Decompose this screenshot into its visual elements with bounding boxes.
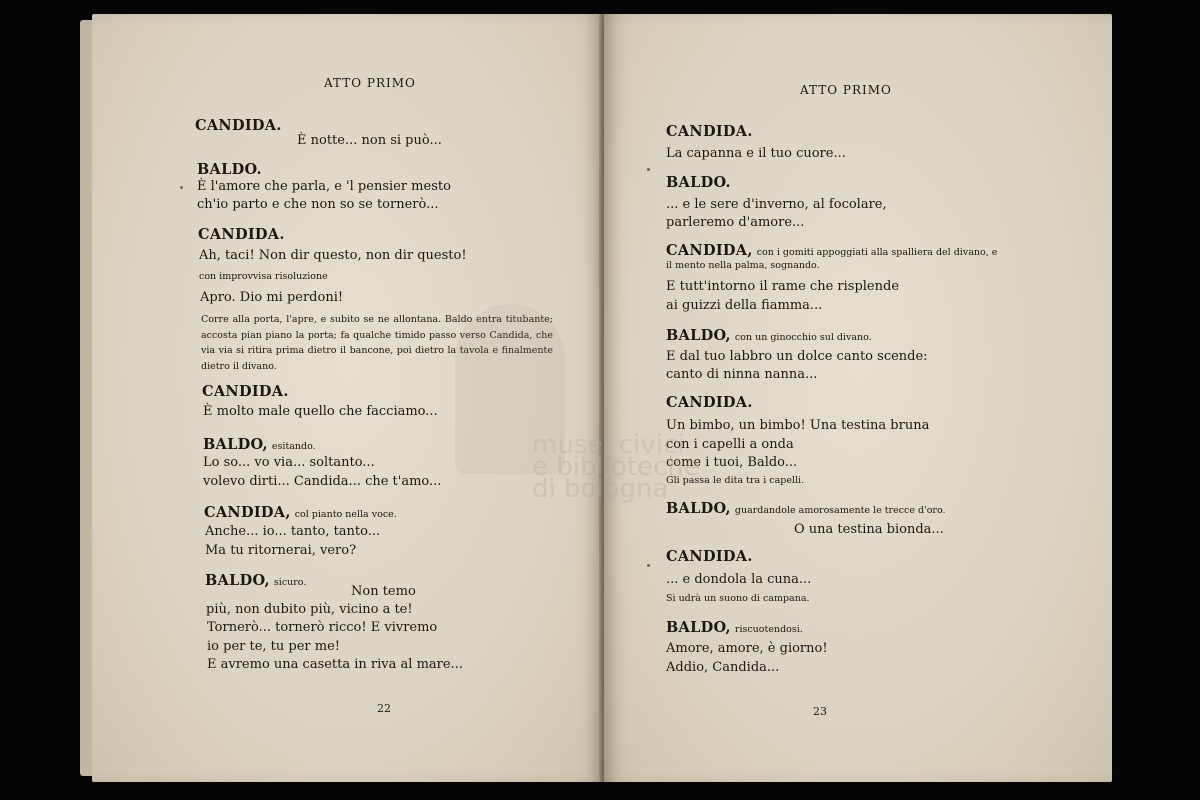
dialogue-line: Ma tu ritornerai, vero? bbox=[205, 543, 357, 558]
speaker-name: BALDO. bbox=[197, 161, 262, 178]
speaker-line bbox=[203, 434, 316, 453]
speaker-line bbox=[204, 502, 397, 521]
dialogue-line: E dal tuo labbro un dolce canto scende: bbox=[666, 349, 928, 364]
dialogue-line: Apro. Dio mi perdoni! bbox=[200, 290, 344, 305]
speaker-name: BALDO, bbox=[205, 572, 270, 589]
dialogue-line: È l'amore che parla, e 'l pensier mesto bbox=[197, 179, 451, 194]
page-number: 22 bbox=[377, 702, 391, 715]
open-book bbox=[80, 14, 1112, 782]
stage-direction-block: Corre alla porta, l'apre, e subito se ne allontana. Baldo entra titubante; accosta pian piano la porta; fa qualche timido passo verso Candida, che via via si ritira prima dietro il bancone, poi dietro la tavola e finalmente dietro il divano. bbox=[201, 314, 553, 372]
dialogue-line: volevo dirti... Candida... che t'amo... bbox=[203, 474, 442, 489]
dialogue-line: È notte... non si può... bbox=[297, 133, 442, 148]
speaker-name: CANDIDA, bbox=[666, 242, 753, 259]
stage-direction: riscuotendosi. bbox=[734, 624, 803, 635]
stage-direction: esitando. bbox=[271, 441, 316, 452]
speaker-name: BALDO, bbox=[666, 500, 731, 517]
dialogue-line: Anche... io... tanto, tanto... bbox=[205, 524, 381, 539]
dialogue-line: ... e le sere d'inverno, al focolare, bbox=[666, 197, 887, 212]
right-page bbox=[604, 14, 1112, 782]
speaker-line bbox=[666, 498, 946, 517]
speaker-line bbox=[666, 325, 872, 344]
speaker-name: BALDO, bbox=[203, 436, 268, 453]
watermark-logo bbox=[455, 304, 565, 474]
paper-speck bbox=[180, 186, 183, 189]
speaker-line bbox=[666, 617, 803, 636]
watermark-line: e biblioteche bbox=[532, 452, 700, 482]
dialogue-line: canto di ninna nanna... bbox=[666, 367, 818, 382]
speaker-name: CANDIDA. bbox=[198, 226, 285, 243]
dialogue-line: Un bimbo, un bimbo! Una testina bruna bbox=[666, 418, 930, 433]
dialogue-line: come i tuoi, Baldo... bbox=[666, 455, 798, 470]
speaker-name: CANDIDA. bbox=[195, 117, 282, 134]
dialogue-line: O una testina bionda... bbox=[794, 522, 944, 537]
dialogue-line: Tornerò... tornerò ricco! E vivremo bbox=[207, 620, 438, 635]
stage-direction: con improvvisa risoluzione bbox=[199, 271, 328, 282]
dialogue-line: con i capelli a onda bbox=[666, 437, 794, 452]
speaker-name: CANDIDA. bbox=[202, 383, 289, 400]
stage-direction: con un ginocchio sul divano. bbox=[734, 332, 872, 343]
speaker-name: CANDIDA. bbox=[666, 394, 753, 411]
stage-direction: guardandole amorosamente le trecce d'oro. bbox=[734, 505, 946, 516]
speaker-name: CANDIDA, bbox=[204, 504, 291, 521]
speaker-line bbox=[666, 240, 997, 259]
dialogue-line: Lo so... vo via... soltanto... bbox=[203, 455, 375, 470]
paper-speck bbox=[647, 168, 650, 171]
watermark-line: musei civici bbox=[532, 430, 685, 460]
watermark-line: di bologna bbox=[532, 474, 669, 504]
stage-direction: sicuro. bbox=[273, 577, 307, 588]
dialogue-line: E avremo una casetta in riva al mare... bbox=[207, 657, 463, 672]
dialogue-line: ai guizzi della fiamma... bbox=[666, 298, 823, 313]
dialogue-line: Ah, taci! Non dir questo, non dir questo! bbox=[199, 248, 467, 263]
dialogue-line: ch'io parto e che non so se tornerò... bbox=[197, 197, 439, 212]
stage-direction: col pianto nella voce. bbox=[294, 509, 397, 520]
dialogue-line: Addio, Candida... bbox=[666, 660, 780, 675]
dialogue-line: più, non dubito più, vicino a te! bbox=[206, 602, 413, 617]
dialogue-line: È molto male quello che facciamo... bbox=[203, 404, 438, 419]
stage-direction: il mento nella palma, sognando. bbox=[666, 260, 820, 271]
speaker-name: BALDO. bbox=[666, 174, 731, 191]
page-header: ATTO PRIMO bbox=[324, 76, 416, 90]
page-header: ATTO PRIMO bbox=[800, 83, 892, 97]
dialogue-line: io per te, tu per me! bbox=[207, 639, 340, 654]
dialogue-line: Non temo bbox=[351, 584, 416, 599]
paper-speck bbox=[647, 564, 650, 567]
speaker-name: CANDIDA. bbox=[666, 123, 753, 140]
stage-direction: Si udrà un suono di campana. bbox=[666, 593, 810, 604]
stage-direction: Gli passa le dita tra i capelli. bbox=[666, 475, 805, 486]
page-number: 23 bbox=[813, 705, 827, 718]
dialogue-line: La capanna e il tuo cuore... bbox=[666, 146, 846, 161]
dialogue-line: parleremo d'amore... bbox=[666, 215, 805, 230]
speaker-name: BALDO, bbox=[666, 327, 731, 344]
speaker-line bbox=[205, 570, 306, 589]
dialogue-line: Amore, amore, è giorno! bbox=[666, 641, 828, 656]
speaker-name: BALDO, bbox=[666, 619, 731, 636]
dialogue-line: E tutt'intorno il rame che risplende bbox=[666, 279, 900, 294]
dialogue-line: ... e dondola la cuna... bbox=[666, 572, 812, 587]
stage-direction: con i gomiti appoggiati alla spalliera del divano, e bbox=[756, 247, 998, 258]
speaker-name: CANDIDA. bbox=[666, 548, 753, 565]
